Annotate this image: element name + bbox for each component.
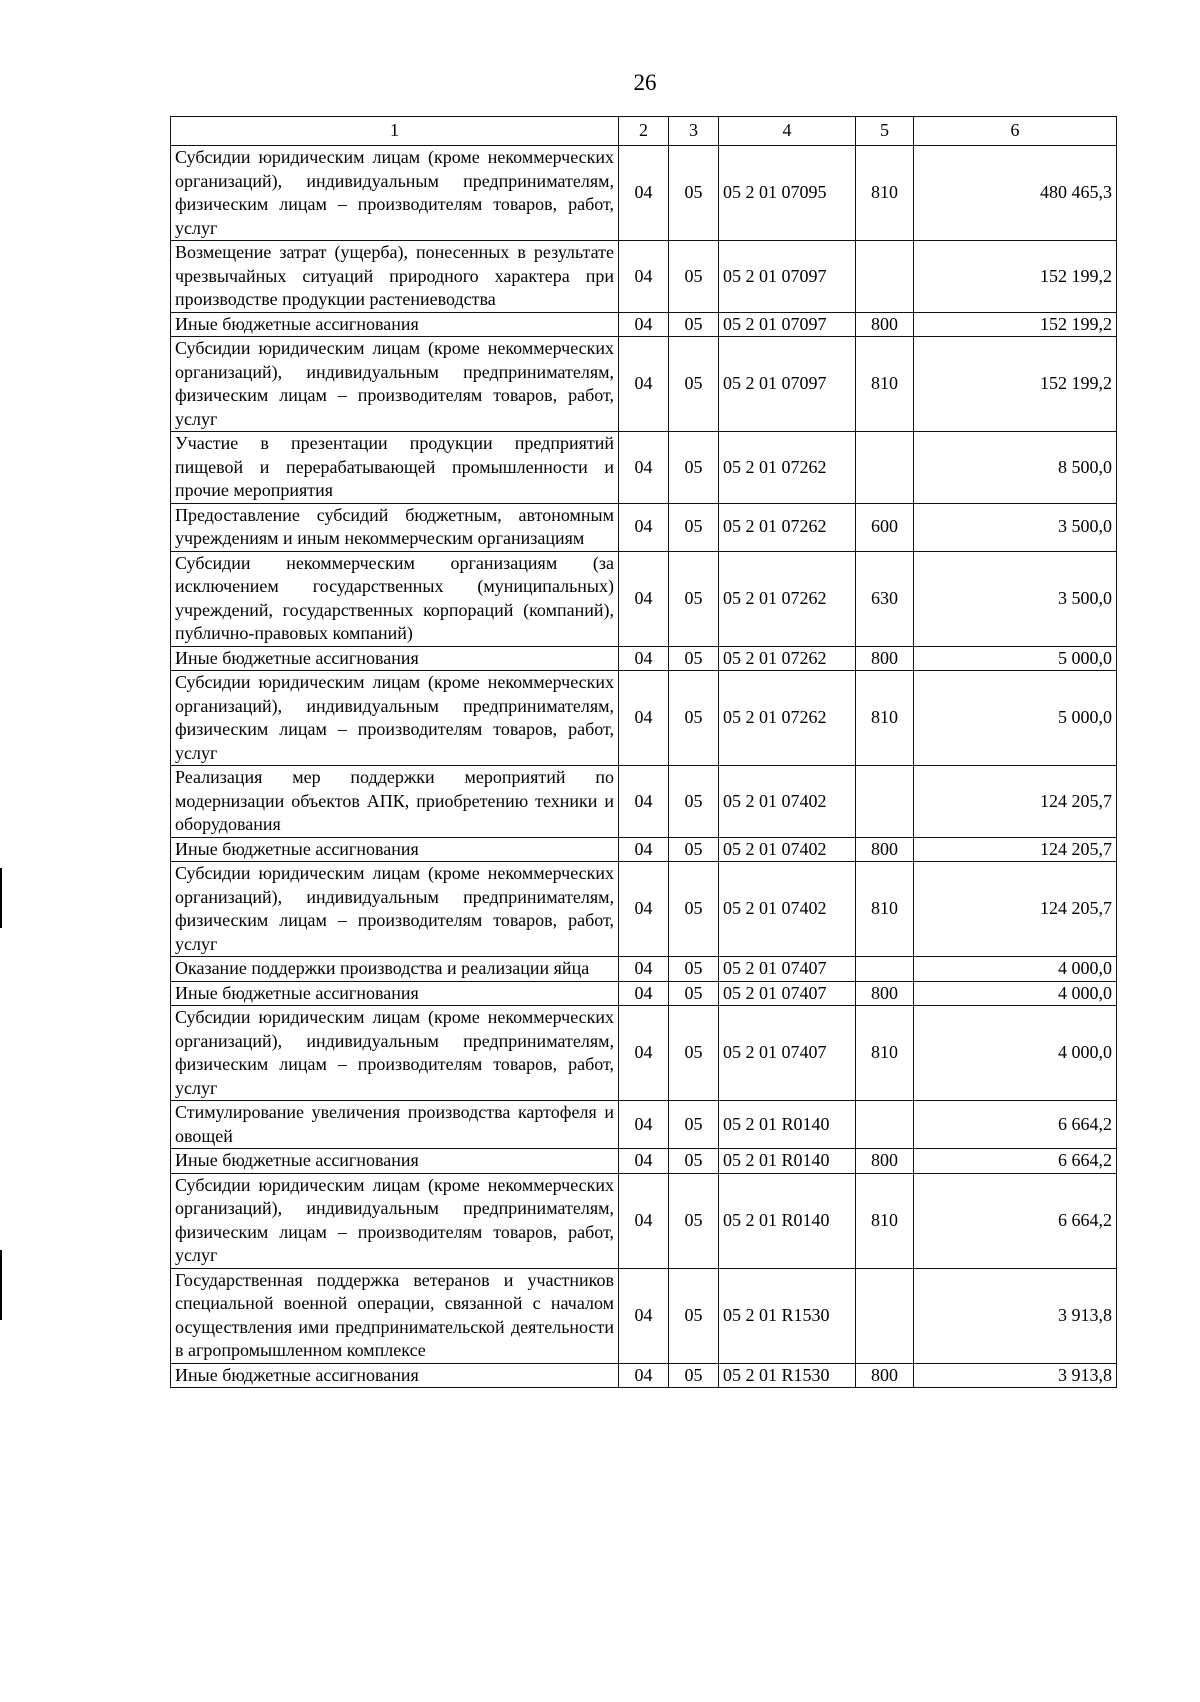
column-header: 4 [719,117,856,146]
row-target-article: 05 2 01 07262 [719,671,856,766]
row-expense-type [856,1101,914,1149]
row-name: Субсидии юридическим лицам (кроме некоммерческих организаций), индивидуальным предпринимателям, физическим лицам – производителям товаров, работ, услуг [171,337,619,432]
row-expense-type: 800 [856,837,914,862]
row-subsection: 05 [669,551,719,646]
row-expense-type: 810 [856,146,914,241]
row-name: Иные бюджетные ассигнования [171,837,619,862]
row-name: Субсидии юридическим лицам (кроме некоммерческих организаций), индивидуальным предпринимателям, физическим лицам – производителям товаров, работ, услуг [171,862,619,957]
row-section: 04 [619,1173,669,1268]
table-row [171,671,1117,766]
row-subsection: 05 [669,146,719,241]
row-expense-type: 800 [856,1149,914,1174]
row-subsection: 05 [669,1149,719,1174]
row-section: 04 [619,1101,669,1149]
row-target-article: 05 2 01 07262 [719,551,856,646]
row-target-article: 05 2 01 07402 [719,862,856,957]
row-subsection: 05 [669,312,719,337]
table-row [171,957,1117,982]
row-expense-type: 800 [856,1363,914,1388]
row-name: Стимулирование увеличения производства картофеля и овощей [171,1101,619,1149]
row-section: 04 [619,646,669,671]
table-row [171,146,1117,241]
row-amount: 5 000,0 [914,646,1117,671]
row-name: Возмещение затрат (ущерба), понесенных в результате чрезвычайных ситуаций природного характера при производстве продукции растениеводства [171,241,619,313]
row-name: Иные бюджетные ассигнования [171,1149,619,1174]
row-expense-type: 810 [856,862,914,957]
row-section: 04 [619,1363,669,1388]
row-amount: 4 000,0 [914,957,1117,982]
row-amount: 5 000,0 [914,671,1117,766]
row-amount: 4 000,0 [914,1006,1117,1101]
row-subsection: 05 [669,671,719,766]
row-target-article: 05 2 01 07262 [719,503,856,551]
row-subsection: 05 [669,1363,719,1388]
row-amount: 6 664,2 [914,1101,1117,1149]
row-subsection: 05 [669,766,719,838]
row-subsection: 05 [669,241,719,313]
row-target-article: 05 2 01 07407 [719,1006,856,1101]
row-name: Иные бюджетные ассигнования [171,646,619,671]
row-section: 04 [619,1006,669,1101]
row-section: 04 [619,1149,669,1174]
table-row [171,337,1117,432]
row-expense-type [856,241,914,313]
row-section: 04 [619,957,669,982]
table-row [171,766,1117,838]
row-expense-type [856,432,914,504]
column-header: 5 [856,117,914,146]
column-header: 3 [669,117,719,146]
row-name: Субсидии юридическим лицам (кроме некоммерческих организаций), индивидуальным предпринимателям, физическим лицам – производителям товаров, работ, услуг [171,1173,619,1268]
row-name: Иные бюджетные ассигнования [171,1363,619,1388]
row-section: 04 [619,981,669,1006]
row-expense-type [856,957,914,982]
row-subsection: 05 [669,646,719,671]
row-amount: 3 913,8 [914,1268,1117,1363]
table-header-row [171,117,1117,146]
row-subsection: 05 [669,1101,719,1149]
row-amount: 3 500,0 [914,503,1117,551]
row-subsection: 05 [669,1173,719,1268]
row-subsection: 05 [669,981,719,1006]
row-target-article: 05 2 01 07407 [719,957,856,982]
row-name: Субсидии некоммерческим организациям (за исключением государственных (муниципальных) учреждений, государственных корпораций (компаний), публично-правовых компаний) [171,551,619,646]
row-section: 04 [619,241,669,313]
row-target-article: 05 2 01 07097 [719,241,856,313]
column-header: 2 [619,117,669,146]
row-target-article: 05 2 01 07097 [719,337,856,432]
table-row [171,837,1117,862]
row-target-article: 05 2 01 07262 [719,646,856,671]
row-amount: 3 913,8 [914,1363,1117,1388]
table-row [171,1149,1117,1174]
row-amount: 6 664,2 [914,1173,1117,1268]
row-amount: 3 500,0 [914,551,1117,646]
row-target-article: 05 2 01 07262 [719,432,856,504]
row-section: 04 [619,503,669,551]
table-row [171,1268,1117,1363]
table-row [171,1363,1117,1388]
row-name: Оказание поддержки производства и реализации яйца [171,957,619,982]
row-name: Иные бюджетные ассигнования [171,312,619,337]
table-row [171,1006,1117,1101]
table-row [171,312,1117,337]
row-expense-type [856,1268,914,1363]
row-section: 04 [619,432,669,504]
row-name: Субсидии юридическим лицам (кроме некоммерческих организаций), индивидуальным предпринимателям, физическим лицам – производителям товаров, работ, услуг [171,146,619,241]
row-expense-type: 810 [856,671,914,766]
row-target-article: 05 2 01 R0140 [719,1173,856,1268]
table-row [171,646,1117,671]
row-section: 04 [619,1268,669,1363]
row-subsection: 05 [669,1268,719,1363]
row-name: Предоставление субсидий бюджетным, автономным учреждениям и иным некоммерческим организациям [171,503,619,551]
row-subsection: 05 [669,1006,719,1101]
row-target-article: 05 2 01 R1530 [719,1363,856,1388]
row-subsection: 05 [669,862,719,957]
row-subsection: 05 [669,337,719,432]
row-expense-type: 800 [856,981,914,1006]
row-target-article: 05 2 01 07402 [719,837,856,862]
row-section: 04 [619,551,669,646]
row-amount: 152 199,2 [914,312,1117,337]
row-name: Субсидии юридическим лицам (кроме некоммерческих организаций), индивидуальным предпринимателям, физическим лицам – производителям товаров, работ, услуг [171,1006,619,1101]
row-name: Участие в презентации продукции предприятий пищевой и перерабатывающей промышленности и прочие мероприятия [171,432,619,504]
budget-table [170,116,1117,1388]
table-row [171,1173,1117,1268]
row-amount: 124 205,7 [914,837,1117,862]
row-amount: 6 664,2 [914,1149,1117,1174]
row-name: Государственная поддержка ветеранов и участников специальной военной операции, связанной с началом осуществления ими предпринимательской деятельности в агропромышленном комплексе [171,1268,619,1363]
row-name: Иные бюджетные ассигнования [171,981,619,1006]
row-expense-type: 600 [856,503,914,551]
row-amount: 124 205,7 [914,766,1117,838]
page-number: 26 [633,70,657,95]
row-target-article: 05 2 01 07097 [719,312,856,337]
row-subsection: 05 [669,957,719,982]
scan-edge-mark [0,1250,2,1320]
row-target-article: 05 2 01 R1530 [719,1268,856,1363]
row-expense-type: 800 [856,646,914,671]
row-section: 04 [619,862,669,957]
row-expense-type: 810 [856,1006,914,1101]
row-section: 04 [619,766,669,838]
row-subsection: 05 [669,432,719,504]
row-subsection: 05 [669,503,719,551]
table-row [171,551,1117,646]
table-row [171,241,1117,313]
table-row [171,432,1117,504]
row-amount: 152 199,2 [914,337,1117,432]
row-target-article: 05 2 01 07402 [719,766,856,838]
row-target-article: 05 2 01 R0140 [719,1101,856,1149]
row-amount: 8 500,0 [914,432,1117,504]
scan-edge-mark [0,868,2,928]
column-header: 6 [914,117,1117,146]
row-target-article: 05 2 01 07407 [719,981,856,1006]
row-amount: 152 199,2 [914,241,1117,313]
row-subsection: 05 [669,837,719,862]
row-expense-type [856,766,914,838]
row-amount: 4 000,0 [914,981,1117,1006]
row-expense-type: 810 [856,1173,914,1268]
row-section: 04 [619,671,669,766]
row-section: 04 [619,146,669,241]
row-amount: 480 465,3 [914,146,1117,241]
table-row [171,862,1117,957]
row-expense-type: 810 [856,337,914,432]
row-amount: 124 205,7 [914,862,1117,957]
row-name: Субсидии юридическим лицам (кроме некоммерческих организаций), индивидуальным предпринимателям, физическим лицам – производителям товаров, работ, услуг [171,671,619,766]
table-row [171,503,1117,551]
row-expense-type: 630 [856,551,914,646]
row-section: 04 [619,837,669,862]
row-expense-type: 800 [856,312,914,337]
row-name: Реализация мер поддержки мероприятий по модернизации объектов АПК, приобретению техники и оборудования [171,766,619,838]
column-header: 1 [171,117,619,146]
row-section: 04 [619,337,669,432]
row-target-article: 05 2 01 07095 [719,146,856,241]
row-target-article: 05 2 01 R0140 [719,1149,856,1174]
table-row [171,981,1117,1006]
row-section: 04 [619,312,669,337]
table-row [171,1101,1117,1149]
